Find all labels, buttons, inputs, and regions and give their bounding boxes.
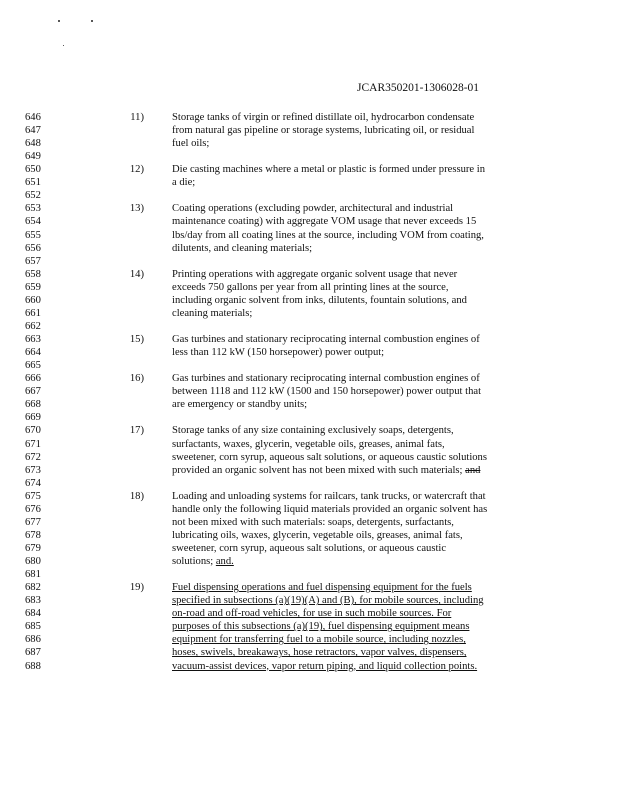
line-number: 663	[25, 334, 41, 346]
line-text	[172, 385, 481, 398]
text-segment: Die casting machines where a metal or plastic is formed under pressure in	[172, 164, 485, 176]
text-line	[0, 477, 618, 490]
text-segment: surfactants, waxes, glycerin, vegetable oils, greases, animal fats,	[172, 438, 445, 450]
line-number: 670	[25, 425, 41, 437]
inserted-text: equipment for transferring fuel to a mobile source, including nozzles,	[172, 634, 466, 646]
line-text	[172, 581, 472, 594]
line-text	[172, 242, 312, 255]
text-line	[0, 607, 618, 620]
line-text	[172, 307, 252, 320]
line-text	[172, 529, 463, 542]
text-segment: handle only the following liquid materials provided an organic solvent has	[172, 503, 488, 515]
line-text	[172, 646, 466, 659]
text-line	[0, 281, 618, 294]
text-segment: exceeds 750 gallons per year from all printing lines at the source,	[172, 281, 449, 293]
text-line	[0, 320, 618, 333]
text-segment: maintenance coating) with aggregate VOM usage that never exceeds 15	[172, 216, 477, 228]
text-segment: from natural gas pipeline or storage systems, lubricating oil, or residual	[172, 125, 475, 137]
line-number: 677	[25, 516, 41, 528]
text-line	[0, 646, 618, 659]
text-segment: Coating operations (excluding powder, architectural and industrial	[172, 203, 454, 215]
line-text	[172, 607, 451, 620]
text-line	[0, 111, 618, 124]
line-number: 666	[25, 373, 41, 385]
line-number: 654	[25, 216, 41, 228]
line-text	[172, 620, 469, 633]
text-segment: sweetener, corn syrup, aqueous salt solutions, or aqueous caustic	[172, 542, 447, 554]
text-line	[0, 255, 618, 268]
line-number: 682	[25, 582, 41, 594]
text-segment: Loading and unloading systems for railcars, tank trucks, or watercraft that	[172, 490, 486, 502]
item-number: 18)	[129, 490, 144, 502]
line-number: 656	[25, 242, 41, 254]
line-number: 648	[25, 138, 41, 150]
deleted-text: and	[465, 464, 481, 476]
item-number: 11)	[130, 112, 144, 123]
text-line	[0, 385, 618, 398]
text-line	[0, 581, 618, 594]
text-segment: Printing operations with aggregate organic solvent usage that never	[172, 268, 458, 280]
item-number: 12)	[129, 164, 144, 176]
scan-speck	[91, 20, 93, 22]
text-line	[0, 633, 618, 646]
text-line	[0, 229, 618, 242]
text-line	[0, 294, 618, 307]
text-segment: including organic solvent from inks, dilutents, fountain solutions, and	[172, 294, 467, 306]
text-segment: sweetener, corn syrup, aqueous salt solutions, or aqueous caustic solutions	[172, 451, 487, 463]
text-segment: solutions;	[172, 556, 216, 568]
line-number: 683	[25, 595, 41, 607]
line-number: 667	[25, 386, 41, 398]
text-segment: Storage tanks of virgin or refined distillate oil, hydrocarbon condensate	[172, 112, 475, 123]
line-number: 660	[25, 294, 41, 306]
text-segment: lubricating oils, waxes, glycerin, vegetable oils, greases, animal fats,	[172, 529, 463, 541]
text-line	[0, 307, 618, 320]
line-number: 647	[25, 125, 41, 137]
text-line	[0, 464, 618, 477]
text-line	[0, 333, 618, 346]
line-number: 669	[25, 412, 41, 424]
text-line	[0, 137, 618, 150]
line-number: 664	[25, 347, 41, 359]
text-line	[0, 242, 618, 255]
inserted-text: and.	[215, 556, 234, 568]
text-line	[0, 529, 618, 542]
scan-speck	[63, 45, 64, 46]
line-text	[172, 294, 467, 307]
line-text	[172, 490, 486, 503]
inserted-text: on-road and off-road vehicles, for use in such mobile sources. For	[172, 608, 452, 620]
line-number: 686	[25, 634, 41, 646]
line-number: 676	[25, 503, 41, 515]
text-line	[0, 202, 618, 215]
text-line	[0, 359, 618, 372]
item-number: 14)	[129, 268, 144, 280]
line-text	[172, 503, 487, 516]
line-text	[172, 438, 445, 451]
line-text	[172, 660, 477, 673]
text-line	[0, 503, 618, 516]
text-segment: less than 112 kW (150 horsepower) power output;	[172, 347, 385, 359]
line-number: 684	[25, 608, 41, 620]
text-line	[0, 163, 618, 176]
line-number: 661	[25, 307, 41, 319]
text-line	[0, 372, 618, 385]
text-line	[0, 124, 618, 137]
line-text	[172, 542, 446, 555]
line-text	[172, 111, 474, 124]
line-number: 679	[25, 542, 41, 554]
line-number: 675	[25, 490, 41, 502]
line-number: 671	[25, 438, 41, 450]
scan-speck	[58, 20, 60, 22]
line-text	[172, 464, 480, 477]
text-segment: provided an organic solvent has not been mixed with such materials;	[172, 464, 466, 476]
line-text	[172, 137, 209, 150]
text-segment: dilutents, and cleaning materials;	[172, 242, 313, 254]
text-line	[0, 568, 618, 581]
line-number: 668	[25, 399, 41, 411]
line-text	[172, 202, 453, 215]
text-segment: fuel oils;	[172, 138, 210, 150]
line-text	[172, 333, 480, 346]
text-segment: cleaning materials;	[172, 307, 253, 319]
text-segment: Gas turbines and stationary reciprocating internal combustion engines of	[172, 334, 480, 346]
line-number: 688	[25, 660, 41, 672]
line-number: 646	[25, 112, 41, 123]
text-line	[0, 411, 618, 424]
item-number: 19)	[129, 582, 144, 594]
line-text	[172, 215, 476, 228]
item-number: 16)	[129, 373, 144, 385]
text-line	[0, 516, 618, 529]
line-number: 665	[25, 360, 41, 372]
document-code: JCAR350201-1306028-01	[357, 82, 480, 94]
text-segment: not been mixed with such materials: soaps, detergents, surfactants,	[172, 516, 454, 528]
text-line	[0, 398, 618, 411]
text-segment: Storage tanks of any size containing exclusively soaps, detergents,	[172, 425, 454, 437]
inserted-text: Fuel dispensing operations and fuel dispensing equipment for the fuels	[172, 582, 472, 594]
line-number: 685	[25, 621, 41, 633]
line-number: 680	[25, 556, 41, 568]
line-text	[172, 372, 480, 385]
line-text	[172, 516, 454, 529]
inserted-text: hoses, swivels, breakaways, hose retractors, vapor valves, dispensers,	[172, 647, 467, 659]
line-number: 658	[25, 268, 41, 280]
text-segment: are emergency or standby units;	[172, 399, 308, 411]
line-text	[172, 451, 487, 464]
line-text	[172, 229, 484, 242]
line-text	[172, 163, 485, 176]
line-number: 649	[25, 151, 41, 163]
line-number: 659	[25, 281, 41, 293]
line-number: 673	[25, 464, 41, 476]
inserted-text: specified in subsections (a)(19)(A) and (B), for mobile sources, including	[172, 595, 484, 607]
inserted-text: vacuum-assist devices, vapor return piping, and liquid collection points.	[172, 660, 478, 672]
text-line	[0, 620, 618, 633]
line-number: 657	[25, 255, 41, 267]
item-number: 15)	[129, 334, 144, 346]
text-line	[0, 189, 618, 202]
line-number: 650	[25, 164, 41, 176]
text-line	[0, 268, 618, 281]
line-number: 653	[25, 203, 41, 215]
text-segment: a die;	[172, 177, 196, 189]
line-text	[172, 268, 457, 281]
line-text	[172, 124, 474, 137]
inserted-text: purposes of this subsections (a)(19), fuel dispensing equipment means	[172, 621, 470, 633]
line-text	[172, 176, 195, 189]
line-number: 681	[25, 569, 41, 581]
text-segment: Gas turbines and stationary reciprocating internal combustion engines of	[172, 373, 480, 385]
line-number: 651	[25, 177, 41, 189]
text-line	[0, 542, 618, 555]
text-line	[0, 150, 618, 163]
line-text	[172, 633, 466, 646]
text-segment: between 1118 and 112 kW (1500 and 150 horsepower) power output that	[172, 386, 482, 398]
line-number: 672	[25, 451, 41, 463]
line-number: 652	[25, 190, 41, 202]
line-number: 655	[25, 229, 41, 241]
text-line	[0, 451, 618, 464]
text-line	[0, 660, 618, 673]
text-line	[0, 215, 618, 228]
line-number: 687	[25, 647, 41, 659]
line-number: 662	[25, 320, 41, 332]
item-number: 13)	[129, 203, 144, 215]
text-line	[0, 594, 618, 607]
text-line	[0, 176, 618, 189]
line-text	[172, 346, 384, 359]
text-line	[0, 438, 618, 451]
line-text	[172, 281, 449, 294]
item-number: 17)	[129, 425, 144, 437]
text-segment: lbs/day from all coating lines at the source, including VOM from coating,	[172, 229, 484, 241]
text-line	[0, 490, 618, 503]
line-number: 678	[25, 529, 41, 541]
text-line	[0, 424, 618, 437]
line-text	[172, 424, 454, 437]
text-line	[0, 555, 618, 568]
line-text	[172, 555, 234, 568]
line-text	[172, 398, 307, 411]
text-line	[0, 346, 618, 359]
line-text	[172, 594, 484, 607]
line-number: 674	[25, 477, 41, 489]
